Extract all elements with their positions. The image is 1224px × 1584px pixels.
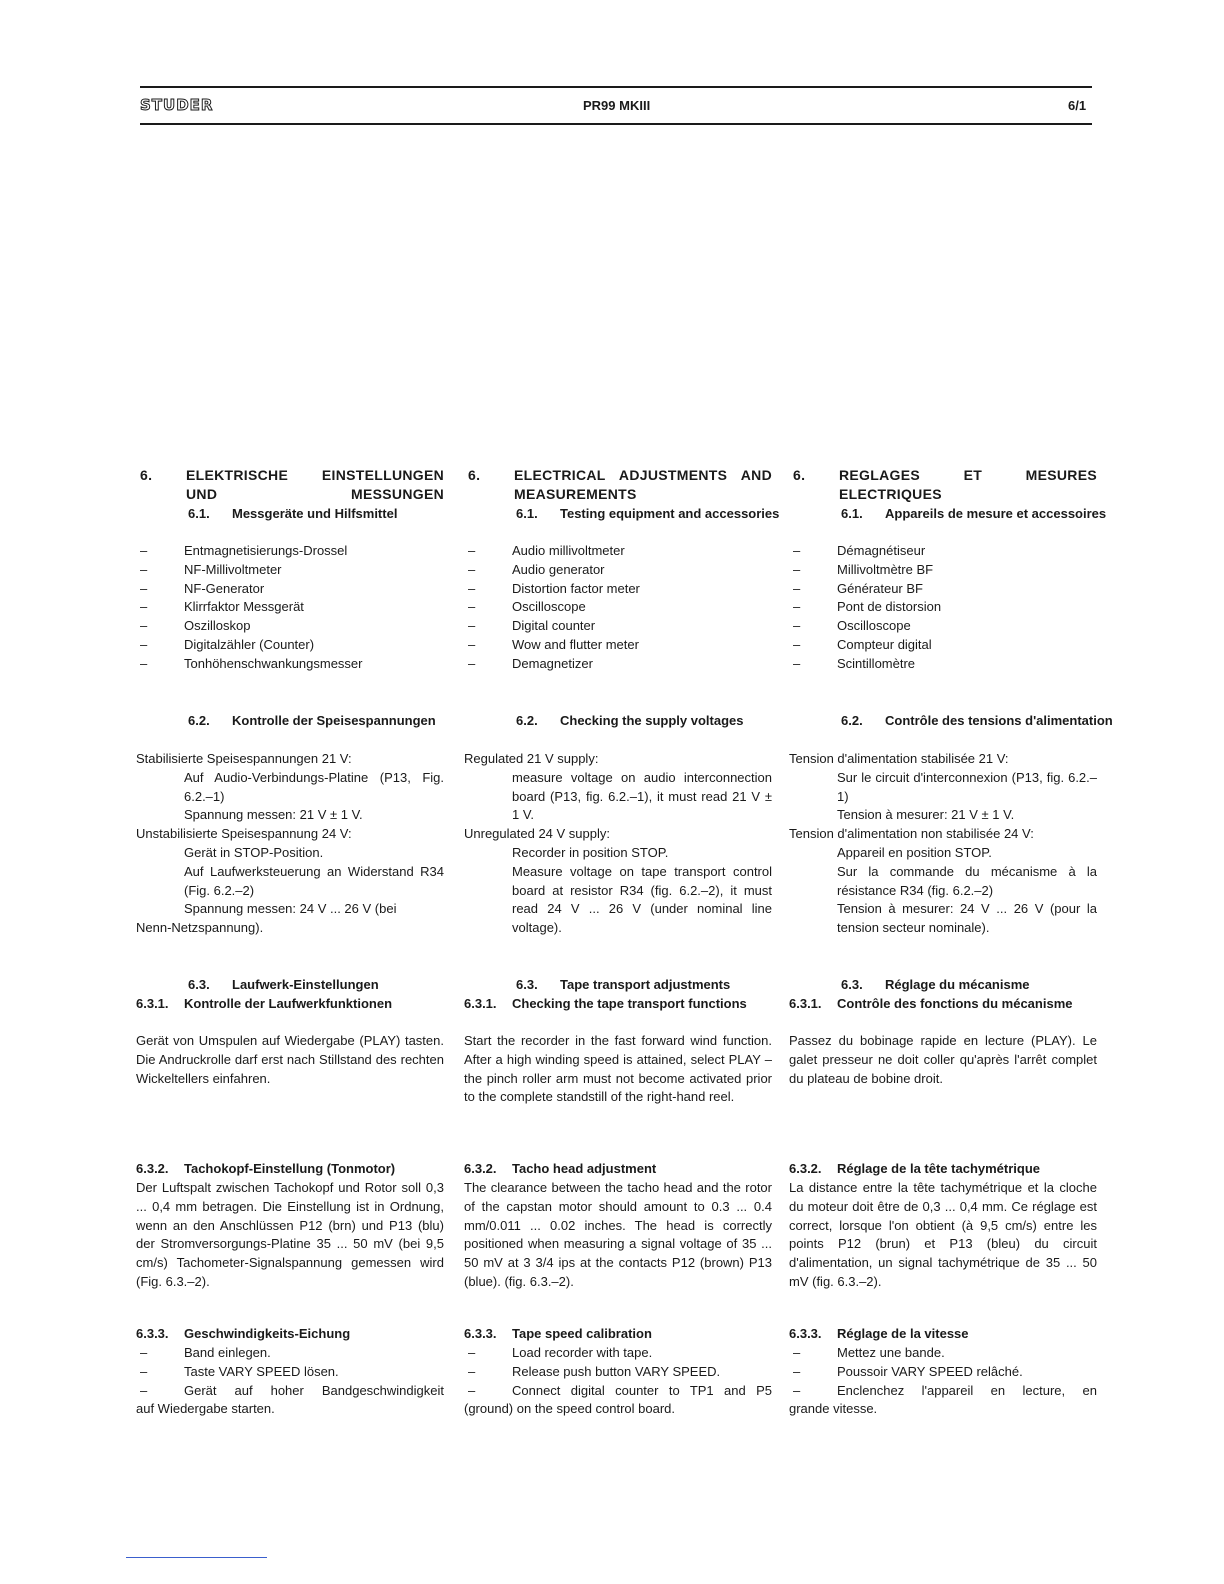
list-item: – Scintillomètre (793, 655, 916, 671)
section-6-3-2-heading: 6.3.2. Réglage de la tête tachymétrique (789, 1161, 1041, 1176)
list-item: – Klirrfaktor Messgerät (140, 599, 304, 615)
model-title: PR99 MKIII (583, 98, 651, 113)
section-6-2-heading: 6.2. Contrôle des tensions d'alimentation (841, 713, 1113, 728)
brand-logo: STUDER (140, 96, 214, 114)
section-6-3-2-heading: 6.3.2. Tachokopf-Einstellung (Tonmotor) (136, 1161, 396, 1176)
section-6-3-1-heading: 6.3.1. Checking the tape transport functions (464, 996, 747, 1011)
list-item: – Oszilloskop (140, 618, 251, 634)
equipment-list (789, 542, 1097, 674)
list-item: – Démagnétiseur (793, 543, 926, 558)
section-6-3-1-text: Gerät von Umspulen auf Wiedergabe (PLAY) tasten. Die Andruckrolle darf erst nach Stillstand des rechten Wickeltellers einfahren. (136, 1033, 444, 1086)
list-item: – Pont de distorsion (793, 599, 942, 615)
list-item: – NF-Generator (140, 580, 265, 596)
list-item: – Audio millivoltmeter (468, 543, 625, 558)
list-item: – Millivoltmètre BF (793, 561, 934, 577)
section-6-3-heading: 6.3. Réglage du mécanisme (841, 977, 1030, 992)
section-6-3-1-heading: 6.3.1. Kontrolle der Laufwerkfunktionen (136, 996, 393, 1011)
section-6-2-heading: 6.2. Checking the supply voltages (516, 713, 744, 728)
list-item: – Générateur BF (793, 580, 923, 596)
list-item: – Digital counter (468, 618, 596, 634)
section-6-3-3-list: – Load recorder with tape. – Release push button VARY SPEED. – Connect digital counter to TP1 and P5 (ground) on the speed control board. (464, 1345, 772, 1417)
equipment-list (136, 542, 444, 674)
list-item: – Tonhöhenschwankungsmesser (140, 655, 363, 671)
section-6-3-2-text: La distance entre la tête tachymétrique et la cloche du moteur doit être de 0,3 ... 0,4 mm. Ce réglage est correct, lorsque l'on obtient (à 9,5 cm/s) entre les points P12 (brun) et P13 (bleu) du circuit d'alimentation, un signal tachymétrique de 35 ... 50 mV (fig. 6.3.–2). (789, 1180, 1097, 1289)
section-6-heading: 6. REGLAGES ET MESURES ELECTRIQUES (793, 467, 1097, 502)
section-number: 6. (140, 467, 153, 483)
list-item: – Distortion factor meter (468, 580, 640, 596)
list-item: – Entmagnetisierungs-Drossel (140, 543, 348, 558)
section-6-3-heading: 6.3. Tape transport adjustments (516, 977, 731, 992)
section-title: Messgeräte und Hilfsmittel (232, 506, 398, 521)
section-title: ELEKTRISCHE EINSTELLUNGEN UND MESSUNGEN (186, 467, 444, 502)
section-6-3-3-list: – Band einlegen. – Taste VARY SPEED lösen. – Gerät auf hoher Bandgeschwindigkeit auf Wiedergabe starten. (136, 1345, 444, 1417)
section-6-1-heading: 6.1. Appareils de mesure et accessoires (841, 506, 1107, 521)
section-6-1-heading: 6.1. Testing equipment and accessories (516, 506, 780, 521)
section-6-3-heading: 6.3. Laufwerk-Einstellungen (188, 977, 379, 992)
header-bottom-rule (140, 123, 1092, 125)
section-6-2-heading: 6.2. Kontrolle der Speisespannungen (188, 713, 436, 728)
supply-voltage-text: Stabilisierte Speisespannungen 21 V: Auf Audio-Verbindungs-Platine (P13, Fig. 6.2.–1) Spannung messen: 21 V ± 1 V. Unstabilisierte Speisespannung 24 V: Gerät in STOP-Position. Auf Laufwerksteuerung an Widerstand R34 (Fig. 6.2.–2) Spannung messen: 24 V ... 26 V (bei Nenn-Netzspannung). (136, 751, 444, 936)
header-top-rule (140, 86, 1092, 88)
section-6-3-3-list: – Mettez une bande. – Poussoir VARY SPEED relâché. – Enclenchez l'appareil en lecture, en grande vitesse. (789, 1345, 1097, 1417)
list-item: – Oscilloscope (793, 618, 911, 634)
page-number: 6/1 (1068, 98, 1087, 113)
supply-voltage-text: Tension d'alimentation stabilisée 21 V: Sur le circuit d'interconnexion (P13, fig. 6.2.–1) Tension à mesurer: 21 V ± 1 V. Tension d'alimentation non stabilisée 24 V: Appareil en position STOP. Sur la commande du mécanisme à la résistance R34 (fig. 6.2.–2) Tension à mesurer: 24 V ... 26 V (pour la tension secteur nominale). (789, 751, 1097, 936)
section-6-3-2-text: The clearance between the tacho head and the rotor of the capstan motor should amount to 0.3 ... 0.4 mm/0.011 ... 0.02 inches. The head is correctly positioned when measuring a signal voltage of 35 ... 50 mV at 3 3/4 ips at the contacts P12 (brown) P13 (blue). (fig. 6.3.–2). (464, 1180, 772, 1289)
section-6-3-2-heading: 6.3.2. Tacho head adjustment (464, 1161, 657, 1176)
equipment-list (464, 542, 772, 674)
section-6-3-1-heading: 6.3.1. Contrôle des fonctions du mécanisme (789, 996, 1073, 1011)
footer-link-line (126, 1557, 267, 1558)
section-6-3-3-heading: 6.3.3. Réglage de la vitesse (789, 1326, 969, 1341)
list-item: – Compteur digital (793, 636, 932, 652)
section-6-1-heading (136, 505, 492, 524)
list-item: – NF-Millivoltmeter (140, 561, 282, 577)
list-item: – Wow and flutter meter (468, 636, 639, 652)
list-item: – Audio generator (468, 561, 605, 577)
section-6-heading (136, 466, 444, 504)
list-item: – Oscilloscope (468, 599, 586, 615)
list-item: – Demagnetizer (468, 655, 593, 671)
section-6-3-3-heading: 6.3.3. Tape speed calibration (464, 1326, 652, 1341)
list-item: – Digitalzähler (Counter) (140, 636, 315, 652)
section-number: 6.1. (188, 506, 210, 521)
section-6-3-1-text: Passez du bobinage rapide en lecture (PLAY). Le galet presseur ne doit coller qu'après l'arrêt complet du plateau de bobine droit. (789, 1033, 1097, 1086)
supply-voltage-text: Regulated 21 V supply: measure voltage on audio interconnection board (P13, fig. 6.2.–1), it must read 21 V ± 1 V. Unregulated 24 V supply: Recorder in position STOP. Measure voltage on tape transport control board at resistor R34 (fig. 6.2.–2), it must read 24 V ... 26 V (under nominal line voltage). (464, 751, 772, 936)
section-6-3-1-text: Start the recorder in the fast forward wind function. After a high winding speed is attained, select PLAY – the pinch roller arm must not become activated prior to the complete standstill of the right-hand reel. (464, 1033, 772, 1105)
section-6-3-3-heading: 6.3.3. Geschwindigkeits-Eichung (136, 1326, 351, 1341)
section-6-heading: 6. ELECTRICAL ADJUSTMENTS AND MEASUREMENTS (468, 467, 772, 502)
section-6-3-2-text: Der Luftspalt zwischen Tachokopf und Rotor soll 0,3 ... 0,4 mm betragen. Die Einstellung ist in Ordnung, wenn an den Anschlüssen P12 (brn) und P13 (blu) der Stromversorgungs-Platine 35 ... 50 mV (bei 9,5 cm/s) Tachometer-Signalspannung gemessen wird (Fig. 6.3.–2). (136, 1180, 444, 1289)
